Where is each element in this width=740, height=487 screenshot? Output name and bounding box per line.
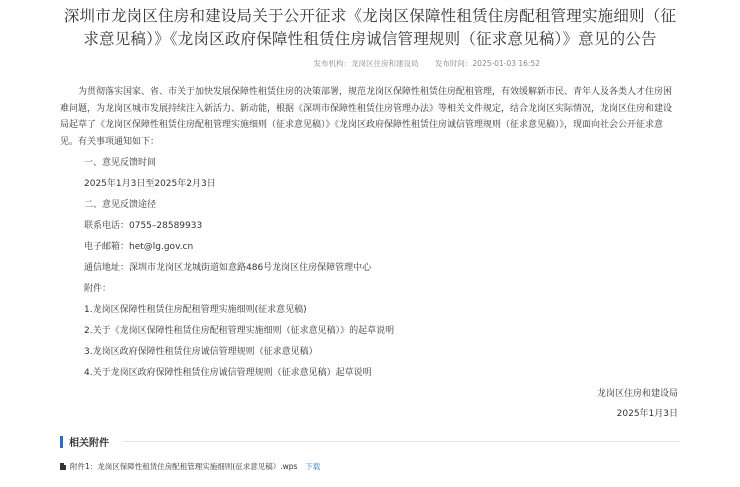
download-link[interactable]: 下载 bbox=[305, 462, 321, 471]
file-icon bbox=[60, 463, 66, 470]
publish-date: 发布时间：2025-01-03 16:52 bbox=[434, 59, 540, 68]
article-body bbox=[60, 84, 680, 422]
body-line: 一、意见反馈时间 bbox=[84, 158, 157, 168]
related-attachments-header bbox=[60, 434, 680, 449]
body-line: 电子邮箱：het@lg.gov.cn bbox=[84, 242, 194, 252]
intro-paragraph: 为贯彻落实国家、省、市关于加快发展保障性租赁住房的决策部署，规范龙岗区保障性租赁住房配租管理，有效缓解新市民、青年人及各类人才住房困难问题，为龙岗区城市发展持续注入新活力、新动能，根据《深圳市保障性租赁住房管理办法》等相关文件规定，结合龙岗区实际情况，龙岗区住房和建设局起草了《龙岗区保障性租赁住房配租管理实施细则（征求意见稿）》《龙岗区政府保障性租赁住房诚信管理规则（征求意见稿）》，现面向社会公开征求意见。有关事项通知如下： bbox=[60, 87, 673, 147]
body-line: 联系电话：0755–28589933 bbox=[84, 221, 203, 231]
section-divider bbox=[123, 441, 680, 442]
body-line: 2025年1月3日至2025年2月3日 bbox=[84, 179, 216, 189]
article-meta bbox=[60, 58, 680, 70]
body-line: 附件： bbox=[84, 284, 112, 294]
body-line: 2.关于《龙岗区保障性租赁住房配租管理实施细则（征求意见稿）》的起草说明 bbox=[84, 326, 395, 336]
body-line: 4.关于龙岗区政府保障性租赁住房诚信管理规则（征求意见稿）起草说明 bbox=[84, 368, 372, 378]
publisher: 发布机构：龙岗区住房和建设局 bbox=[313, 59, 419, 68]
related-heading: 相关附件 bbox=[69, 438, 109, 449]
announcement-page bbox=[0, 5, 740, 487]
body-line: 二、意见反馈途径 bbox=[84, 200, 157, 210]
attachment-item bbox=[60, 461, 680, 472]
section-accent-bar bbox=[60, 436, 63, 448]
body-line: 1.龙岗区保障性租赁住房配租管理实施细则(征求意见稿) bbox=[84, 305, 307, 315]
body-line: 通信地址：深圳市龙岗区龙城街道如意路486号龙岗区住房保障管理中心 bbox=[84, 263, 372, 273]
signature: 龙岗区住房和建设局 bbox=[596, 389, 678, 399]
signature-date: 2025年1月3日 bbox=[616, 409, 678, 419]
attachment-name[interactable]: 附件1：龙岗区保障性租赁住房配租管理实施细则(征求意见稿）.wps bbox=[70, 462, 298, 471]
body-line: 3.龙岗区政府保障性租赁住房诚信管理规则（征求意见稿） bbox=[84, 347, 318, 357]
page-title: 深圳市龙岗区住房和建设局关于公开征求《龙岗区保障性租赁住房配租管理实施细则（征求意见稿）》《龙岗区政府保障性租赁住房诚信管理规则（征求意见稿）》意见的公告 bbox=[63, 7, 677, 48]
